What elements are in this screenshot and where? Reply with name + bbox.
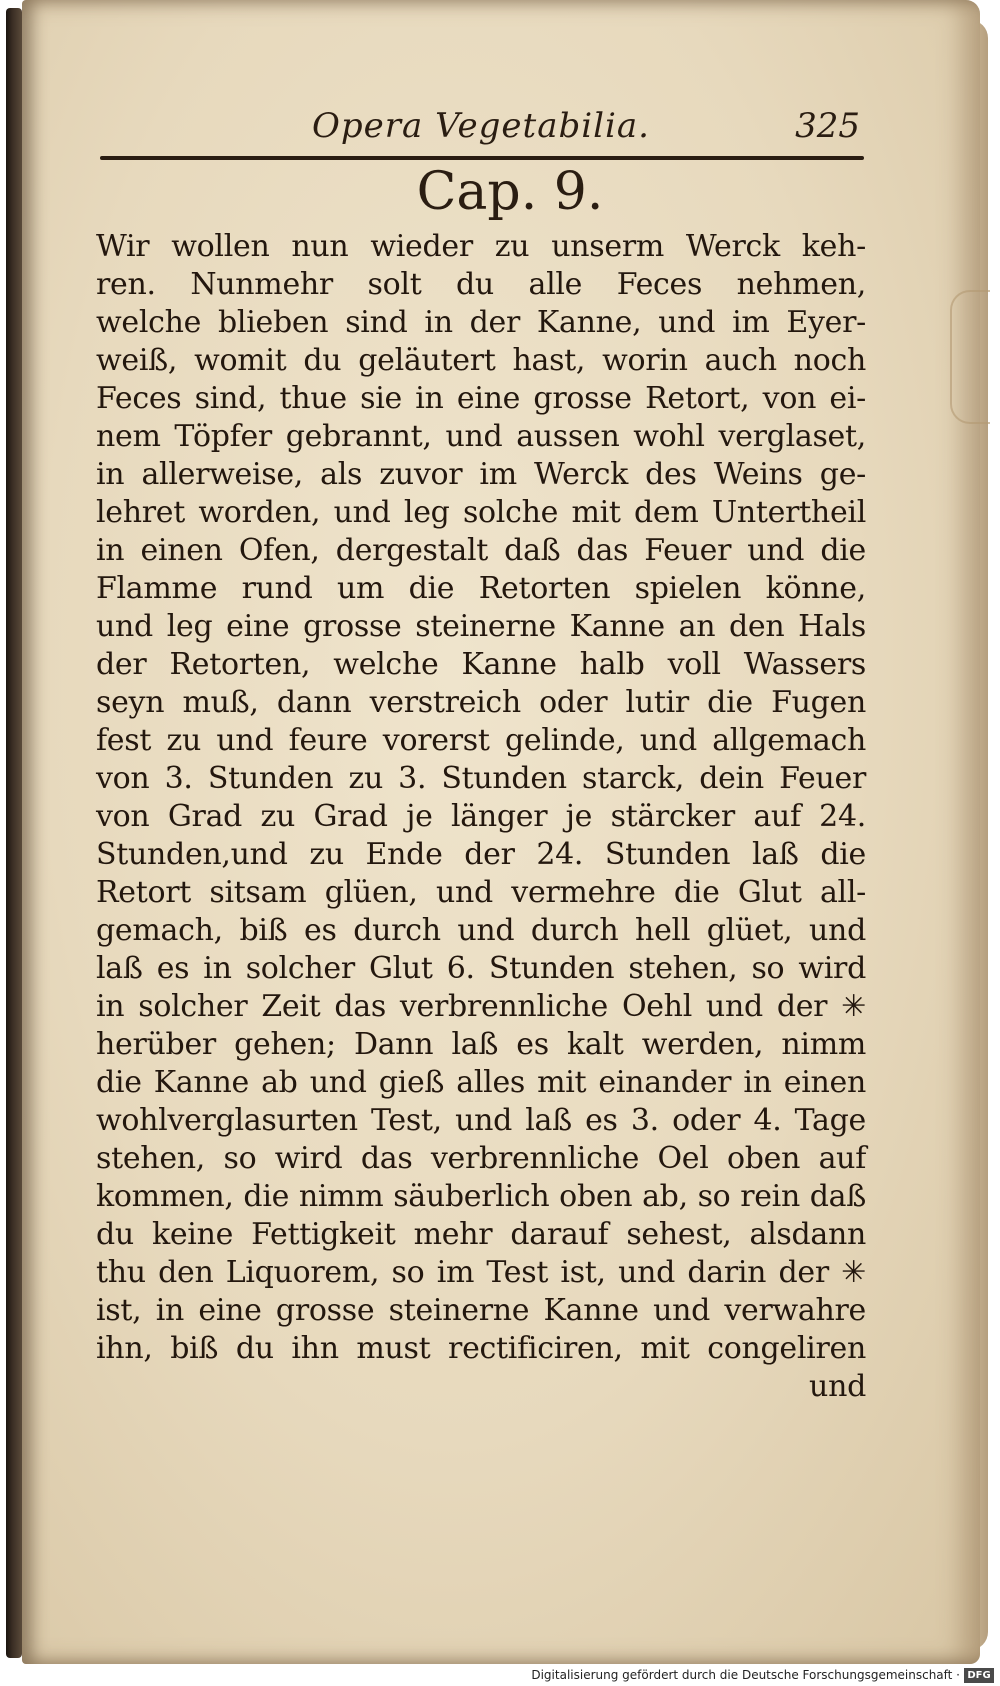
text-line: der Retorten, welche Kanne halb voll Wassers bbox=[96, 647, 866, 682]
text-line: Stunden,und zu Ende der 24. Stunden laß die bbox=[96, 837, 866, 872]
text-line: Flamme rund um die Retorten spielen könne, bbox=[96, 571, 866, 606]
text-line: thu den Liquorem, so im Test ist, und darin der ✳ bbox=[96, 1255, 866, 1290]
header-rule bbox=[100, 156, 864, 160]
text-line: nem Töpfer gebrannt, und aussen wohl verglaset, bbox=[96, 419, 866, 454]
text-line: stehen, so wird das verbrennliche Oel oben auf bbox=[96, 1141, 866, 1176]
text-line: welche blieben sind in der Kanne, und im Eyer- bbox=[96, 305, 866, 340]
running-title: Opera Vegetabilia. bbox=[312, 106, 650, 146]
funding-credit: Digitalisierung gefördert durch die Deutsche Forschungsgemeinschaft · bbox=[531, 1668, 960, 1682]
page-tab-mark bbox=[950, 290, 990, 424]
text-line: ist, in eine grosse steinerne Kanne und verwahre bbox=[96, 1293, 866, 1328]
text-line: fest zu und feure vorerst gelinde, und allgemach bbox=[96, 723, 866, 758]
footer-bar bbox=[0, 1666, 1000, 1686]
text-line: in allerweise, als zuvor im Werck des Weins ge- bbox=[96, 457, 866, 492]
book-spine-edge bbox=[6, 8, 22, 1658]
text-line: weiß, womit du geläutert hast, worin auch noch bbox=[96, 343, 866, 378]
chapter-heading: Cap. 9. bbox=[416, 162, 604, 222]
text-line: ihn, biß du ihn must rectificiren, mit congeliren bbox=[96, 1331, 866, 1366]
text-line: wohlverglasurten Test, und laß es 3. oder 4. Tage bbox=[96, 1103, 866, 1138]
text-line: herüber gehen; Dann laß es kalt werden, nimm bbox=[96, 1027, 866, 1062]
text-line: lehret worden, und leg solche mit dem Untertheil bbox=[96, 495, 866, 530]
text-line: seyn muß, dann verstreich oder lutir die Fugen bbox=[96, 685, 866, 720]
text-line: kommen, die nimm säuberlich oben ab, so rein daß bbox=[96, 1179, 866, 1214]
text-line: von 3. Stunden zu 3. Stunden starck, dein Feuer bbox=[96, 761, 866, 796]
text-line: von Grad zu Grad je länger je stärcker auf 24. bbox=[96, 799, 866, 834]
text-line: Retort sitsam glüen, und vermehre die Glut all- bbox=[96, 875, 866, 910]
page-header bbox=[100, 102, 860, 152]
text-line: in einen Ofen, dergestalt daß das Feuer und die bbox=[96, 533, 866, 568]
page-number: 325 bbox=[795, 106, 860, 146]
text-line: Wir wollen nun wieder zu unserm Werck keh- bbox=[96, 229, 866, 264]
text-line: ren. Nunmehr solt du alle Feces nehmen, bbox=[96, 267, 866, 302]
body-text bbox=[96, 228, 866, 1406]
text-line: Feces sind, thue sie in eine grosse Retort, von ei- bbox=[96, 381, 866, 416]
catchword: und bbox=[809, 1369, 866, 1404]
text-line: und leg eine grosse steinerne Kanne an den Hals bbox=[96, 609, 866, 644]
text-line: die Kanne ab und gieß alles mit einander in einen bbox=[96, 1065, 866, 1100]
text-line: in solcher Zeit das verbrennliche Oehl und der ✳ bbox=[96, 989, 866, 1024]
text-line: du keine Fettigkeit mehr darauf sehest, alsdann bbox=[96, 1217, 866, 1252]
text-line: gemach, biß es durch und durch hell glüet, und bbox=[96, 913, 866, 948]
dfg-logo: DFG bbox=[964, 1668, 994, 1683]
text-line: laß es in solcher Glut 6. Stunden stehen, so wird bbox=[96, 951, 866, 986]
